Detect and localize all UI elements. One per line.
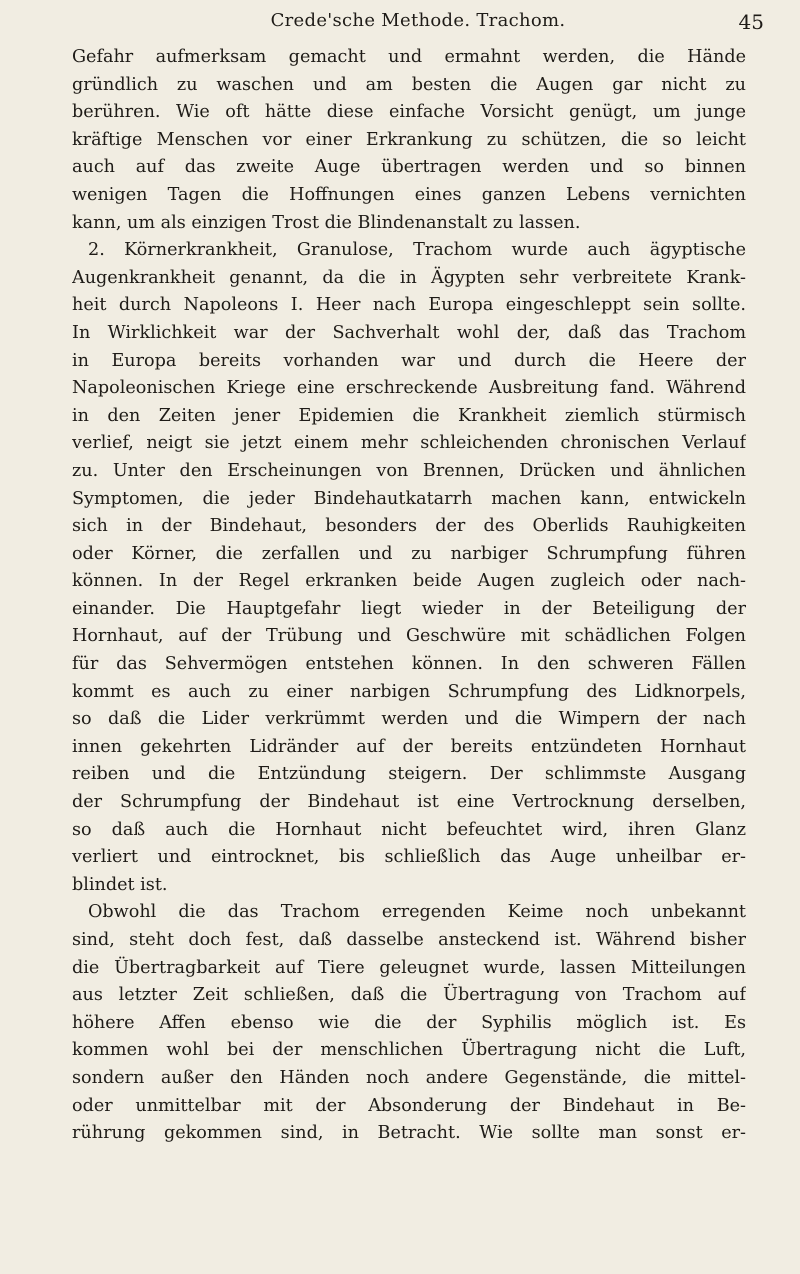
text-line: wenigen Tagen die Hoffnungen eines ganzen Lebens vernichten: [72, 184, 746, 205]
text-line: Gefahr aufmerksam gemacht und ermahnt werden, die Hände: [72, 47, 746, 67]
text-line: innen gekehrten Lidränder auf der bereits entzündeten Hornhaut: [72, 736, 746, 757]
text-line: so daß auch die Hornhaut nicht befeuchtet wird, ihren Glanz: [72, 819, 746, 840]
text-line: die Übertragbarkeit auf Tiere geleugnet wurde, lassen Mitteilungen: [72, 957, 746, 978]
text-line: heit durch Napoleons I. Heer nach Europa eingeschleppt sein sollte.: [72, 295, 746, 316]
text-line: berühren. Wie oft hätte diese einfache Vorsicht genügt, um junge: [72, 102, 746, 123]
text-line: in den Zeiten jener Epidemien die Krankheit ziemlich stürmisch: [72, 405, 746, 426]
text-line: zu. Unter den Erscheinungen von Brennen, Drücken und ähnlichen: [72, 460, 746, 481]
text-line: Augenkrankheit genannt, da die in Ägypten sehr verbreitete Krank-: [72, 267, 746, 288]
text-line: gründlich zu waschen und am besten die Augen gar nicht zu: [72, 74, 746, 95]
text-line: der Schrumpfung der Bindehaut ist eine Vertrocknung derselben,: [72, 792, 746, 813]
text-line: oder Körner, die zerfallen und zu narbiger Schrumpfung führen: [72, 543, 746, 564]
text-line: reiben und die Entzündung steigern. Der schlimmste Ausgang: [72, 764, 746, 785]
text-line: kommen wohl bei der menschlichen Übertragung nicht die Luft,: [72, 1040, 746, 1061]
text-line: verliert und eintrocknet, bis schließlich das Auge unheilbar er-: [72, 847, 746, 868]
text-line: Obwohl die das Trachom erregenden Keime noch unbekannt: [88, 902, 746, 923]
text-line: oder unmittelbar mit der Absonderung der Bindehaut in Be-: [72, 1095, 746, 1116]
text-line: In Wirklichkeit war der Sachverhalt wohl der, daß das Trachom: [72, 322, 746, 343]
running-head: [72, 10, 764, 40]
text-line: sondern außer den Händen noch andere Gegenstände, die mittel-: [72, 1067, 746, 1088]
text-line: auch auf das zweite Auge übertragen werden und so binnen: [72, 157, 746, 178]
running-title: Crede'sche Methode. Trachom.: [270, 10, 566, 31]
text-line: in Europa bereits vorhanden war und durch die Heere der: [72, 350, 746, 371]
text-line: Napoleonischen Kriege eine erschreckende Ausbreitung fand. Während: [72, 378, 746, 399]
body-text: [72, 44, 746, 1148]
text-line: kräftige Menschen vor einer Erkrankung zu schützen, die so leicht: [72, 129, 746, 150]
text-line: sind, steht doch fest, daß dasselbe ansteckend ist. Während bisher: [72, 930, 746, 950]
text-line: Hornhaut, auf der Trübung und Geschwüre mit schädlichen Folgen: [72, 626, 746, 647]
text-line: verlief, neigt sie jetzt einem mehr schleichenden chronischen Verlauf: [72, 433, 746, 454]
text-line: für das Sehvermögen entstehen können. In den schweren Fällen: [72, 654, 746, 675]
page-number: 45: [738, 10, 764, 34]
text-line: so daß die Lider verkrümmt werden und die Wimpern der nach: [72, 709, 746, 730]
text-line: rührung gekommen sind, in Betracht. Wie sollte man sonst er-: [72, 1123, 746, 1144]
text-line: kann, um als einzigen Trost die Blindenanstalt zu lassen.: [72, 212, 581, 233]
text-line: höhere Affen ebenso wie die der Syphilis möglich ist. Es: [72, 1012, 746, 1033]
text-line: können. In der Regel erkranken beide Augen zugleich oder nach-: [72, 571, 746, 592]
text-line: kommt es auch zu einer narbigen Schrumpfung des Lidknorpels,: [72, 681, 746, 702]
text-line: aus letzter Zeit schließen, daß die Übertragung von Trachom auf: [72, 985, 746, 1006]
text-line: blindet ist.: [72, 874, 168, 895]
text-line: einander. Die Hauptgefahr liegt wieder in der Beteiligung der: [72, 598, 746, 619]
text-line: sich in der Bindehaut, besonders der des Oberlids Rauhigkeiten: [72, 516, 746, 537]
text-line: Symptomen, die jeder Bindehautkatarrh machen kann, entwickeln: [72, 488, 746, 509]
text-line: 2. Körnerkrankheit, Granulose, Trachom wurde auch ägyptische: [88, 240, 746, 261]
